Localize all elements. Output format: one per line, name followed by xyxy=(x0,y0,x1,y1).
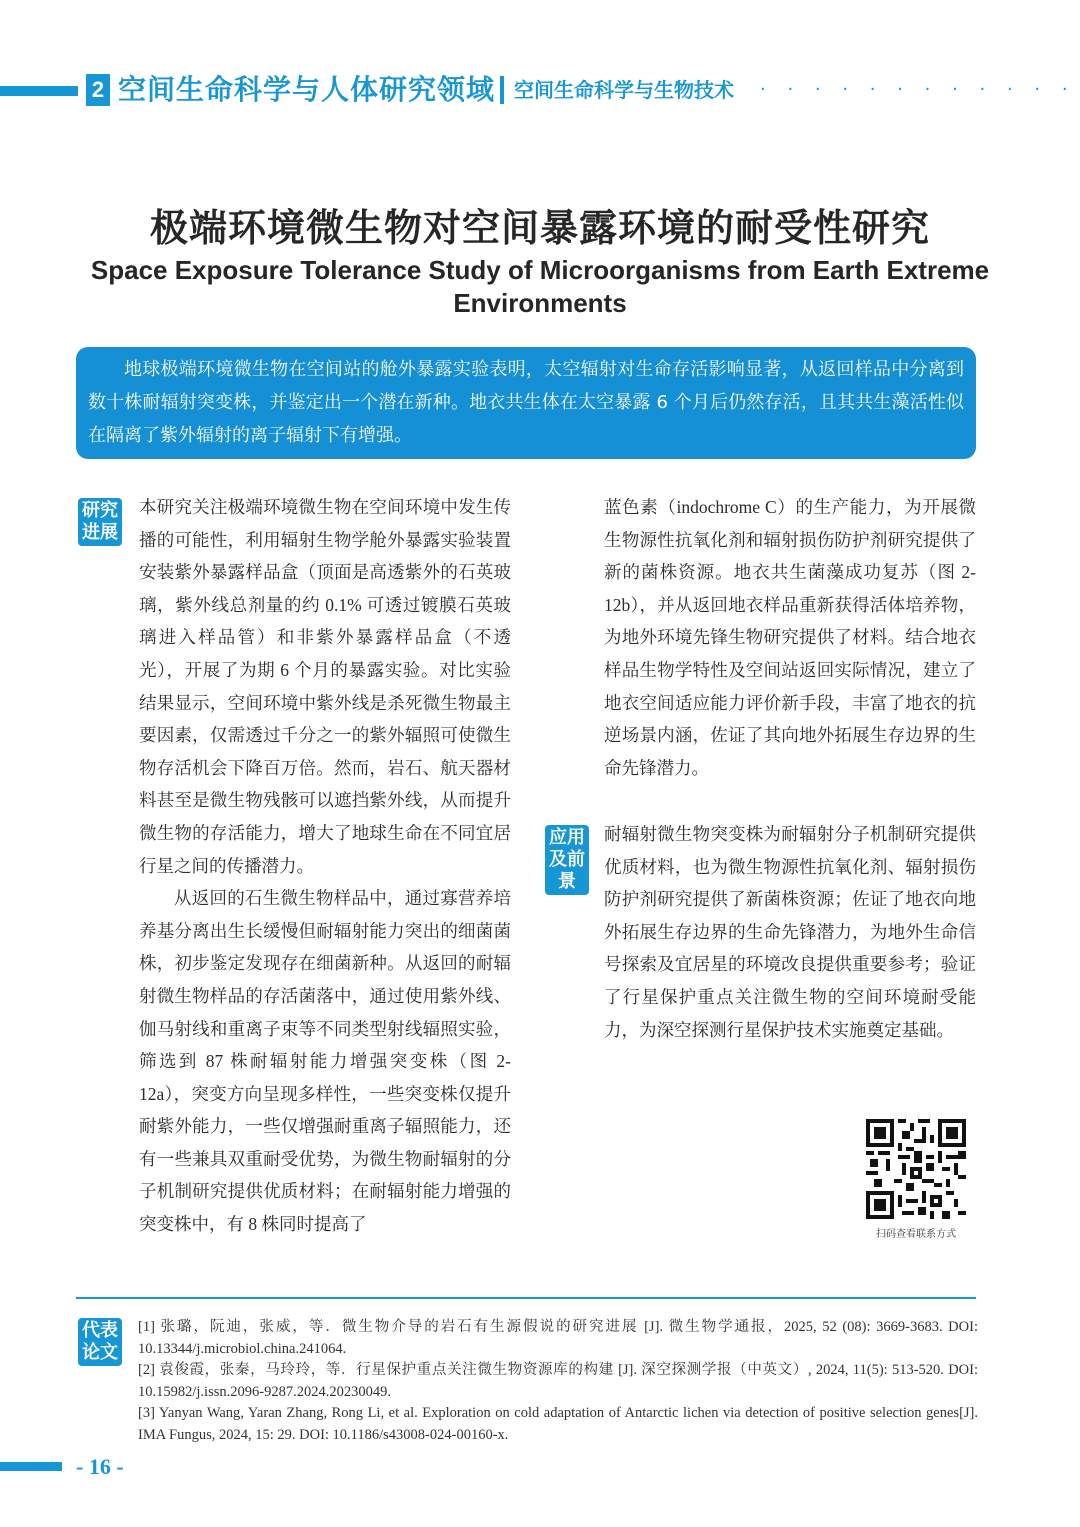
abstract-box: 地球极端环境微生物在空间站的舱外暴露实验表明，太空辐射对生命存活影响显著，从返回样品中分离到数十株耐辐射突变株，并鉴定出一个潜在新种。地衣共生体在太空暴露 6 个月后仍然存活，且其共生藻活性似在隔离了紫外辐射的离子辐射下有增强。 xyxy=(76,347,976,459)
reference-item: [2] 袁俊霞，张秦，马玲玲，等．行星保护重点关注微生物资源库的构建 [J]. 深空探测学报（中英文）, 2024, 11(5): 513-520. DOI: 10.15982/j.issn.2096-9287.2024.20230049. xyxy=(138,1362,978,1400)
article-title-english: Space Exposure Tolerance Study of Microorganisms from Earth Extreme Environments xyxy=(90,255,990,318)
footer-accent-bar xyxy=(0,1462,62,1471)
qr-code-icon xyxy=(866,1119,966,1219)
research-paragraph-1: 本研究关注极端环境微生物在空间环境中发生传播的可能性，利用辐射生物学舱外暴露实验装置安装紫外暴露样品盒（顶面是高透紫外的石英玻璃，紫外线总剂量的约 0.1% 可透过镀膜石英玻璃进入样品管）和非紫外暴露样品盒（不透光），开展了为期 6 个月的暴露实验。对比实验结果显示，空间环境中紫外线是杀死微生物最主要因素，仅需透过千分之一的紫外辐照可使微生物存活机会下降百万倍。然而，岩石、航天器材料甚至是微生物残骸可以遮挡紫外线，从而提升微生物的存活能力，增大了地球生命在不同宜居行星之间的传播潜力。 xyxy=(139,497,511,876)
research-paragraph-continued: 蓝色素（indochrome C）的生产能力，为开展微生物源性抗氧化剂和辐射损伤防护剂研究提供了新的菌株资源。地衣共生菌藻成功复苏（图 2-12b），并从返回地衣样品重新获得活体培养物，为地外环境先锋生物研究提供了材料。结合地衣样品生物学特性及空间站返回实际情况，建立了地衣空间适应能力评价新手段，丰富了地衣的抗逆场景内涵，佐证了其向地外拓展生存边界的生命先锋潜力。 xyxy=(604,497,976,778)
section-number-badge: 2 xyxy=(86,74,110,106)
subsection-title: 空间生命科学与生物技术 xyxy=(514,78,734,102)
header-divider xyxy=(500,76,504,104)
references-list xyxy=(138,1317,978,1446)
article-title-chinese: 极端环境微生物对空间暴露环境的耐受性研究 xyxy=(149,206,930,250)
research-column-right xyxy=(604,491,976,784)
qr-code-block xyxy=(866,1119,966,1240)
section-header xyxy=(0,70,1080,114)
application-prospects-tag: 应用及前景 xyxy=(545,825,589,895)
header-accent-bar xyxy=(0,86,78,96)
qr-caption: 扫码查看联系方式 xyxy=(876,1229,956,1240)
page-number: - 16 - xyxy=(76,1454,124,1479)
research-paragraph-2: 从返回的石生微生物样品中，通过寡营养培养基分离出生长缓慢但耐辐射能力突出的细菌菌株，初步鉴定发现存在细菌新种。从返回的耐辐射微生物样品的存活菌落中，通过使用紫外线、伽马射线和重离子束等不同类型射线辐照实验，筛选到 87 株耐辐射能力增强突变株（图 2-12a），突变方向呈现多样性，一些突变株仅提升耐紫外能力，一些仅增强耐重离子辐照能力，还有一些兼具双重耐受优势，为微生物耐辐射的分子机制研究提供优质材料；在耐辐射能力增强的突变株中，有 8 株同时提高了 xyxy=(139,888,511,1235)
representative-papers-tag: 代表论文 xyxy=(78,1318,122,1366)
application-paragraph: 耐辐射微生物突变株为耐辐射分子机制研究提供优质材料，也为微生物源性抗氧化剂、辐射损伤防护剂研究提供了新菌株资源；佐证了地衣向地外拓展生存边界的生命先锋潜力，为地外生命信号探索及宜居星的环境改良提供重要参考；验证了行星保护重点关注微生物的空间环境耐受能力，为深空探测行星保护技术实施奠定基础。 xyxy=(604,824,976,1040)
research-progress-tag: 研究进展 xyxy=(78,498,122,546)
section-title: 空间生命科学与人体研究领域 xyxy=(118,73,496,106)
reference-item: [3] Yanyan Wang, Yaran Zhang, Rong Li, et al. Exploration on cold adaptation of Antarctic lichen via detection of positive selection genes[J]. IMA Fungus, 2024, 15: 29. DOI: 10.1186/s43008-024-00160-x. xyxy=(138,1405,978,1443)
references-divider xyxy=(76,1297,976,1299)
header-dots: · · · · · · · · · · · · xyxy=(760,79,1076,100)
research-column-left xyxy=(139,491,511,1241)
reference-item: [1] 张璐，阮迪，张威，等．微生物介导的岩石有生源假说的研究进展 [J]. 微生物学通报，2025, 52 (08): 3669-3683. DOI: 10.13344/j.microbiol.china.241064. xyxy=(138,1319,978,1357)
application-column xyxy=(604,818,976,1046)
